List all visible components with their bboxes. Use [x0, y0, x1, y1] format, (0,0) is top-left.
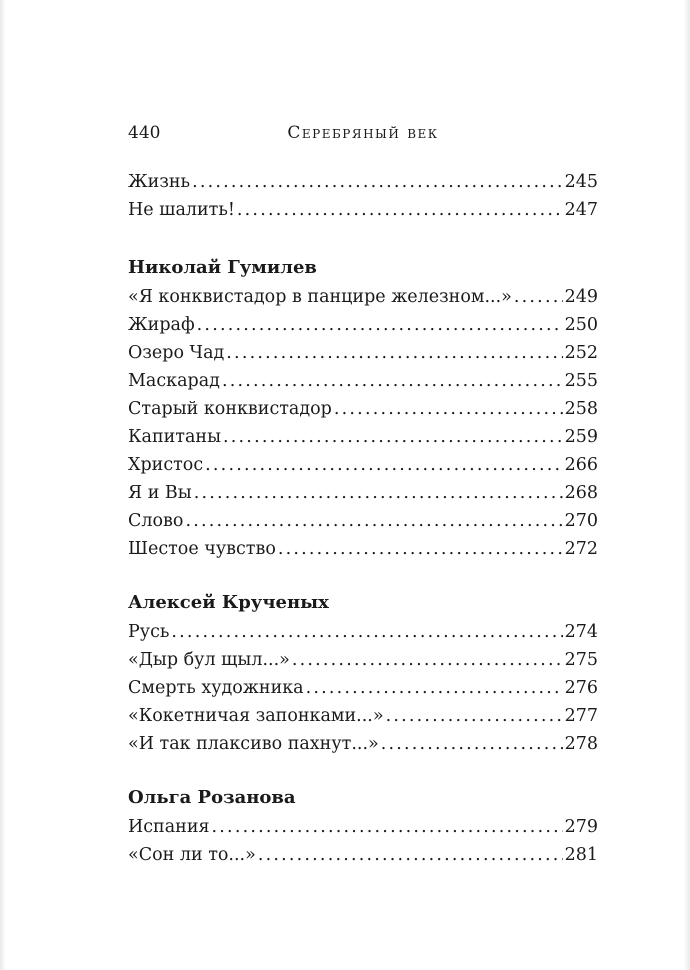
page-header: [128, 123, 598, 147]
toc-entry[interactable]: [128, 674, 598, 702]
toc-entry[interactable]: [128, 451, 598, 479]
dot-leader: [223, 423, 563, 451]
toc-section-rozanova: [128, 783, 598, 869]
dot-leader: [222, 367, 563, 395]
dot-leader: [194, 479, 563, 507]
toc-section-gumilev: [128, 253, 598, 563]
toc-section-continuation: [128, 168, 598, 224]
toc-section-kruchenykh: [128, 588, 598, 758]
toc-entry[interactable]: [128, 311, 598, 339]
dot-leader: [226, 339, 562, 367]
entry-page: 272: [564, 539, 598, 559]
page-edge-left: [0, 0, 6, 970]
entry-page: 277: [564, 706, 598, 726]
entry-page: 249: [564, 287, 598, 307]
dot-leader: [185, 507, 562, 535]
entry-page: 247: [564, 200, 598, 220]
dot-leader: [278, 535, 563, 563]
entry-title: Капитаны: [128, 427, 222, 447]
toc-entry[interactable]: [128, 168, 598, 196]
page-edge-right: [684, 0, 690, 970]
dot-leader: [292, 646, 563, 674]
entry-page: 274: [564, 622, 598, 642]
toc-entry[interactable]: [128, 283, 598, 311]
toc-entry[interactable]: [128, 646, 598, 674]
entry-page: 279: [564, 817, 598, 837]
dot-leader: [258, 841, 563, 869]
entry-page: 281: [564, 845, 598, 865]
entry-title: Русь: [128, 622, 170, 642]
dot-leader: [205, 451, 562, 479]
entry-page: 276: [564, 678, 598, 698]
entry-page: 250: [564, 315, 598, 335]
author-heading: Алексей Крученых: [128, 592, 329, 613]
dot-leader: [171, 618, 562, 646]
author-heading: Николай Гумилев: [128, 257, 317, 278]
dot-leader: [306, 674, 563, 702]
entry-page: 275: [564, 650, 598, 670]
dot-leader: [381, 730, 563, 758]
entry-title: «Я конквистадор в панцире железном...»: [128, 287, 512, 307]
entry-page: 252: [564, 343, 598, 363]
entry-title: Не шалить!: [128, 200, 235, 220]
entry-title: Испания: [128, 817, 210, 837]
entry-page: 266: [564, 455, 598, 475]
page-number: 440: [128, 123, 161, 143]
toc-entry[interactable]: [128, 702, 598, 730]
entry-page: 270: [564, 511, 598, 531]
entry-page: 255: [564, 371, 598, 391]
entry-page: 245: [564, 172, 598, 192]
dot-leader: [514, 283, 563, 311]
toc-entry[interactable]: [128, 507, 598, 535]
toc-entry[interactable]: [128, 423, 598, 451]
dot-leader: [212, 813, 563, 841]
toc-entry[interactable]: [128, 339, 598, 367]
toc-entry[interactable]: [128, 618, 598, 646]
dot-leader: [197, 311, 563, 339]
entry-page: 268: [564, 483, 598, 503]
entry-title: Маскарад: [128, 371, 220, 391]
entry-title: Жизнь: [128, 172, 191, 192]
toc-entry[interactable]: [128, 479, 598, 507]
entry-title: Христос: [128, 455, 204, 475]
dot-leader: [192, 168, 563, 196]
running-title: Серебряный век: [287, 123, 439, 143]
entry-title: Старый конквистадор: [128, 399, 332, 419]
entry-title: «Дыр бул щыл...»: [128, 650, 290, 670]
toc-entry[interactable]: [128, 841, 598, 869]
toc-entry[interactable]: [128, 367, 598, 395]
entry-title: Смерть художника: [128, 678, 304, 698]
toc-entry[interactable]: [128, 730, 598, 758]
toc-entry[interactable]: [128, 196, 598, 224]
entry-title: Шестое чувство: [128, 539, 276, 559]
toc-entry[interactable]: [128, 395, 598, 423]
toc-entry[interactable]: [128, 535, 598, 563]
entry-title: Я и Вы: [128, 483, 192, 503]
entry-title: «И так плаксиво пахнут...»: [128, 734, 379, 754]
entry-title: «Кокетничая запонками...»: [128, 706, 384, 726]
entry-title: Жираф: [128, 315, 195, 335]
dot-leader: [334, 395, 563, 423]
entry-title: «Сон ли то...»: [128, 845, 256, 865]
dot-leader: [237, 196, 563, 224]
entry-title: Озеро Чад: [128, 343, 225, 363]
dot-leader: [386, 702, 563, 730]
author-heading: Ольга Розанова: [128, 787, 296, 808]
entry-page: 278: [564, 734, 598, 754]
entry-page: 258: [564, 399, 598, 419]
entry-title: Слово: [128, 511, 184, 531]
toc-entry[interactable]: [128, 813, 598, 841]
entry-page: 259: [564, 427, 598, 447]
